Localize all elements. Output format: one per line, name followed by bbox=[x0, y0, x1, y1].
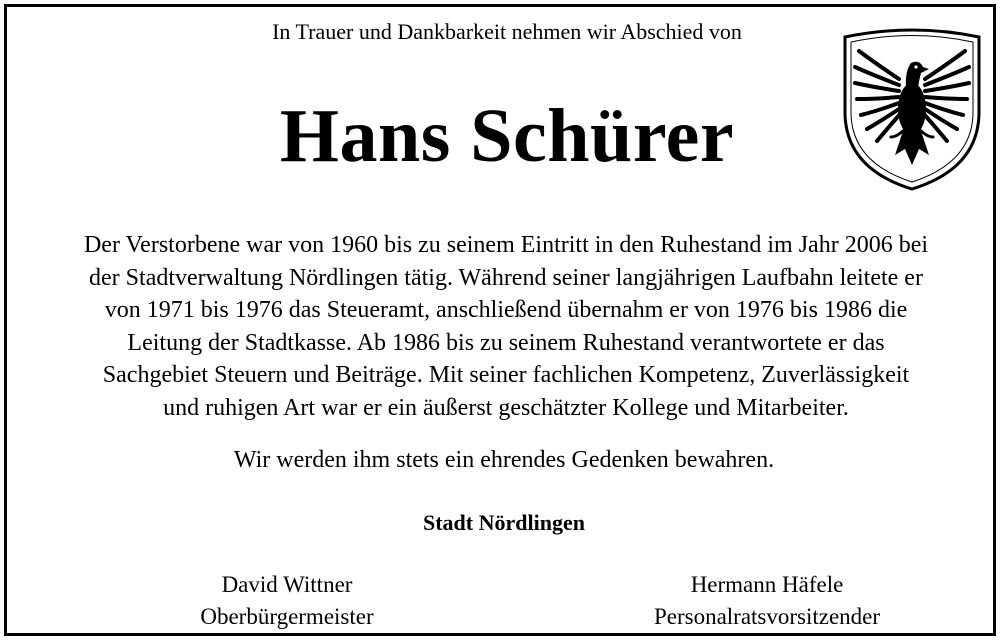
closing-line: Wir werden ihm stets ein ehrendes Gedenken bewahren. bbox=[233, 447, 775, 473]
organization-name: Stadt Nördlingen bbox=[423, 510, 585, 535]
body-line: Der Verstorbene war von 1960 bis zu seinem Eintritt in den Ruhestand im Jahr 2006 bei bbox=[83, 232, 929, 258]
eagle-coat-of-arms-icon bbox=[837, 23, 987, 193]
signatory-staff-council bbox=[607, 569, 927, 633]
body-line: Sachgebiet Steuern und Beiträge. Mit seiner fachlichen Kompetenz, Zuverlässigkeit bbox=[102, 362, 910, 388]
intro-line: In Trauer und Dankbarkeit nehmen wir Abschied von bbox=[272, 19, 742, 44]
obituary-notice bbox=[4, 4, 996, 636]
body-line: der Stadtverwaltung Nördlingen tätig. Während seiner langjährigen Laufbahn leitete er bbox=[89, 264, 923, 291]
obituary-body bbox=[27, 229, 985, 424]
signatory-mayor bbox=[137, 569, 437, 633]
body-line: Leitung der Stadtkasse. Ab 1986 bis zu seinem Ruhestand verantwortete er das bbox=[127, 329, 885, 356]
signatory-role: Oberbürgermeister bbox=[200, 604, 374, 629]
signatory-name: David Wittner bbox=[221, 572, 353, 597]
signatory-role: Personalratsvorsitzender bbox=[653, 604, 881, 629]
body-line: von 1971 bis 1976 das Steueramt, anschließend übernahm er von 1976 bis 1986 die bbox=[104, 297, 908, 323]
body-line: und ruhigen Art war er ein äußerst geschätzter Kollege und Mitarbeiter. bbox=[163, 394, 849, 421]
deceased-name: Hans Schürer bbox=[279, 94, 735, 178]
signatory-name: Hermann Häfele bbox=[690, 572, 844, 597]
